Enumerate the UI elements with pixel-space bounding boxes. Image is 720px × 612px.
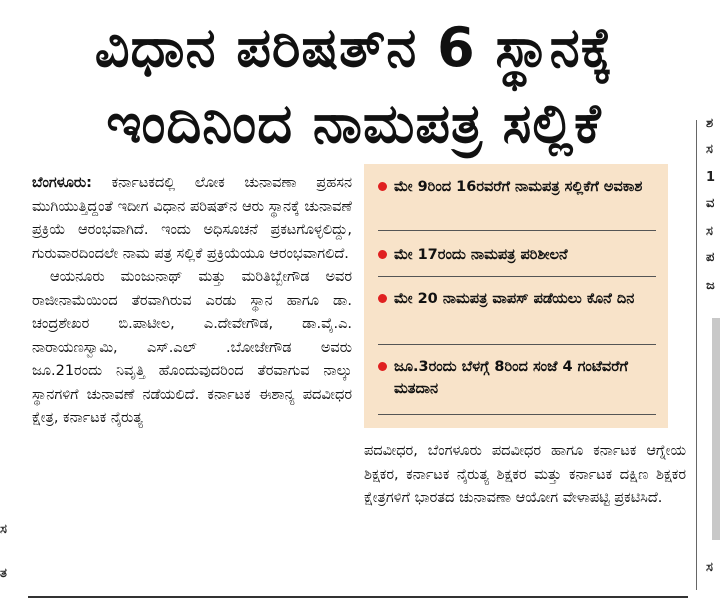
edge-fragment: ತ [0,566,7,581]
schedule-box [364,164,668,428]
schedule-item: ಮೇ 20 ನಾಮಪತ್ರ ವಾಪಸ್ ಪಡೆಯಲು ಕೊನೆ ದಿನ [378,288,658,310]
article-paragraph-3: ಪದವೀಧರ, ಬೆಂಗಳೂರು ಪದವೀಧರ ಹಾಗೂ ಕರ್ನಾಟಕ ಆಗ್ನೇಯ ಶಿಕ್ಷಕರ, ಕರ್ನಾಟಕ ನೈರುತ್ಯ ಶಿಕ್ಷಕರ ಮತ್ತು ಕರ್ನಾಟಕ ದಕ್ಷಿಣ ಶಿಕ್ಷಕರ ಕ್ಷೇತ್ರಗಳಿಗೆ ಭಾರತದ ಚುನಾವಣಾ ಆಯೋಗ ವೇಳಾಪಟ್ಟಿ ಪ್ರಕಟಿಸಿದೆ. [364,443,686,506]
headline-line-1: ವಿಧಾನ ಪರಿಷತ್‌ನ 6 ಸ್ಥಾನಕ್ಕೆ [94,16,614,79]
headline-line-2: ಇಂದಿನಿಂದ ನಾಮಪತ್ರ ಸಲ್ಲಿಕೆ [106,92,602,155]
schedule-divider [378,344,656,345]
edge-fragment: ಪ [706,250,715,265]
adjacent-article-strip [712,318,720,540]
bullet-icon [378,250,387,259]
edge-fragment: ಸ [706,142,713,157]
edge-fragment: 1 [706,170,716,185]
edge-fragment: ವ [706,196,715,211]
article-column-1 [32,172,352,431]
bullet-icon [378,362,387,371]
edge-fragment: ಸ [706,560,713,575]
schedule-item: ಜೂ.3ರಂದು ಬೆಳಗ್ಗೆ 8ರಿಂದ ಸಂಜೆ 4 ಗಂಟೆವರೆಗೆ ಮತದಾನ [378,356,658,400]
schedule-divider [378,414,656,415]
edge-fragment: ಸ [706,224,713,239]
bottom-rule [28,596,688,598]
bullet-icon [378,182,387,191]
schedule-item: ಮೇ 17ರಂದು ನಾಮಪತ್ರ ಪರಿಶೀಲನೆ [378,244,658,266]
edge-fragment: ಸ [0,522,7,537]
edge-fragment: ಶ [706,116,714,131]
bullet-icon [378,294,387,303]
edge-fragment: ಜ [706,278,715,293]
dateline: ಬೆಂಗಳೂರು: [32,175,92,191]
article-column-2 [364,440,686,511]
schedule-divider [378,230,656,231]
article-paragraph-1 [32,172,352,266]
column-divider [696,120,697,590]
article-paragraph-2: ಆಯನೂರು ಮಂಜುನಾಥ್ ಮತ್ತು ಮರಿತಿಬ್ಬೇಗೌಡ ಅವರ ರಾಜೀನಾಮೆಯಿಂದ ತೆರವಾಗಿರುವ ಎರಡು ಸ್ಥಾನ ಹಾಗೂ ಡಾ. ಚಂದ್ರಶೇಖರ ಬಿ.ಪಾಟೀಲ, ಎ.ದೇವೇಗೌಡ, ಡಾ.ವೈ.ಎ. ನಾರಾಯಣಸ್ವಾಮಿ, ಎಸ್.ಎಲ್ .ಬೋಜೇಗೌಡ ಅವರು ಜೂ.21ರಂದು ನಿವೃತ್ತಿ ಹೊಂದುವುದರಿಂದ ತೆರವಾಗುವ ನಾಲ್ಕು ಸ್ಥಾನಗಳಿಗೆ ಚುನಾವಣೆ ನಡೆಯಲಿದೆ. ಕರ್ನಾಟಕ ಈಶಾನ್ಯ ಪದವೀಧರ ಕ್ಷೇತ್ರ, ಕರ್ನಾಟಕ ನೈರುತ್ಯ [32,269,352,426]
paragraph-1-text: ಕರ್ನಾಟಕದಲ್ಲಿ ಲೋಕ ಚುನಾವಣಾ ಪ್ರಹಸನ ಮುಗಿಯುತ್ತಿದ್ದಂತೆ ಇದೀಗ ವಿಧಾನ ಪರಿಷತ್‌ನ ಆರು ಸ್ಥಾನಕ್ಕೆ ಚುನಾವಣೆ ಪ್ರಕ್ರಿಯೆ ಆರಂಭವಾಗಿದೆ. ಇಂದು ಅಧಿಸೂಚನೆ ಪ್ರಕಟಗೊಳ್ಳಲಿದ್ದು, ಗುರುವಾರದಿಂದಲೇ ನಾಮ ಪತ್ರ ಸಲ್ಲಿಕೆ ಪ್ರಕ್ರಿಯೆಯೂ ಆರಂಭವಾಗಲಿದೆ. [32,175,353,262]
schedule-item: ಮೇ 9ರಿಂದ 16ರವರೆಗೆ ನಾಮಪತ್ರ ಸಲ್ಲಿಕೆಗೆ ಅವಕಾಶ [378,176,658,198]
schedule-divider [378,276,656,277]
